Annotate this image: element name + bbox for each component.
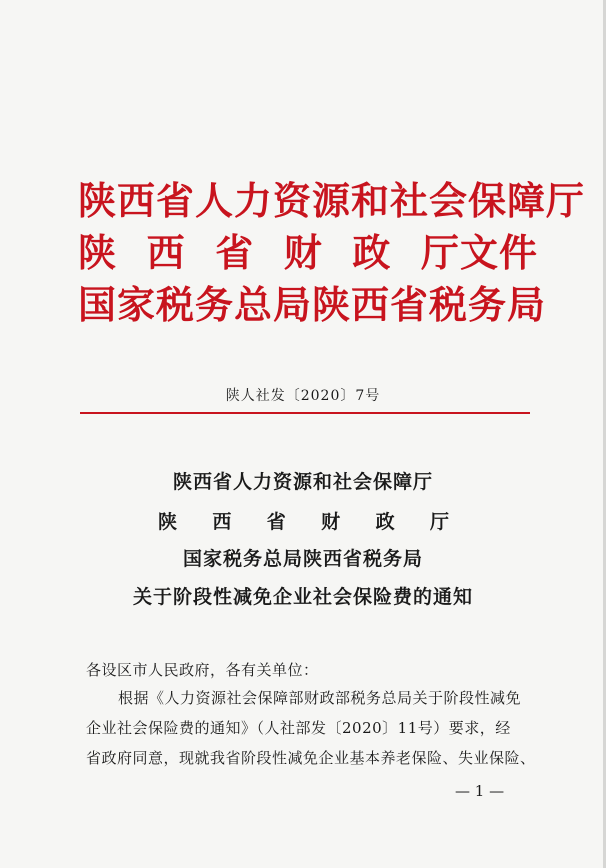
title-line-2 xyxy=(158,507,450,534)
red-separator-line xyxy=(80,412,530,414)
body-paragraph-line: 省政府同意，现就我省阶段性减免企业基本养老保险、失业保险、 xyxy=(86,749,536,767)
header-char: 财 xyxy=(283,230,323,275)
title-line-1: 陕西省人力资源和社会保障厅 xyxy=(172,471,433,493)
header-char: 厅文件 xyxy=(420,230,538,275)
header-char: 政 xyxy=(352,230,392,275)
title-char: 省 xyxy=(266,511,287,533)
document-number: 陕人社发〔2020〕7号 xyxy=(225,388,381,404)
body-paragraph-line: 企业社会保险费的通知》（人社部发〔2020〕11号）要求，经 xyxy=(86,719,511,737)
title-char: 西 xyxy=(212,511,233,533)
title-line-3: 国家税务总局陕西省税务局 xyxy=(182,548,423,570)
header-char: 西 xyxy=(146,230,186,275)
addressee: 各设区市人民政府，各有关单位： xyxy=(86,661,319,679)
bleed-through-text xyxy=(80,118,550,137)
title-char: 政 xyxy=(375,511,396,533)
body-paragraph-line: 根据《人力资源社会保障部财政部税务总局关于阶段性减免 xyxy=(118,689,522,707)
page-number: — 1 — xyxy=(455,782,505,800)
title-char: 陕 xyxy=(158,511,179,533)
header-issuer-line-1: 陕西省人力资源和社会保障厅 xyxy=(78,178,586,223)
header-char: 陕 xyxy=(78,230,118,275)
header-issuer-line-2 xyxy=(78,222,538,277)
title-line-4: 关于阶段性减免企业社会保险费的通知 xyxy=(132,586,473,608)
header-issuer-line-3: 国家税务总局陕西省税务局 xyxy=(78,282,547,327)
title-char: 厅 xyxy=(429,511,450,533)
title-char: 财 xyxy=(321,511,342,533)
header-char: 省 xyxy=(215,230,255,275)
